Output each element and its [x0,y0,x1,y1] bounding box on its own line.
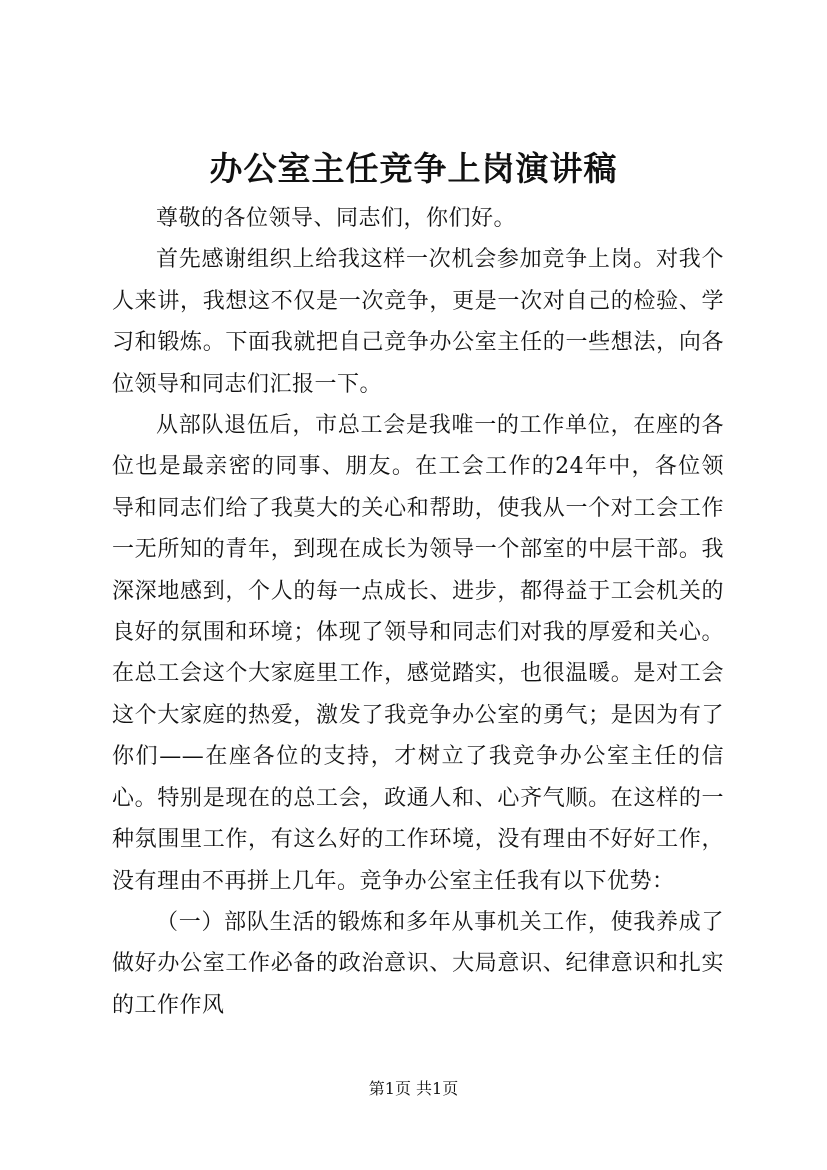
document-body [112,198,724,1026]
page-footer: 第1页 共1页 [368,1079,459,1098]
paragraph-greeting: 尊敬的各位领导、同志们，你们好。 [156,206,517,231]
paragraph-intro: 首先感谢组织上给我这样一次机会参加竞争上岗。对我个人来讲，我想这不仅是一次竞争，更是一次对自己的检验、学习和锻炼。下面我就把自己竞争办公室主任的一些想法，向各位领导和同志们汇报一下。 [112,247,724,397]
paragraph-background: 从部队退伍后，市总工会是我唯一的工作单位，在座的各位也是最亲密的同事、朋友。在工会工作的24年中，各位领导和同志们给了我莫大的关心和帮助，使我从一个对工会工作一无所知的青年，到现在成长为领导一个部室的中层干部。我深深地感到，个人的每一点成长、进步，都得益于工会机关的良好的氛围和环境；体现了领导和同志们对我的厚爱和关心。在总工会这个大家庭里工作，感觉踏实，也很温暖。是对工会这个大家庭的热爱，激发了我竞争办公室的勇气；是因为有了你们——在座各位的支持，才树立了我竞争办公室主任的信心。特别是现在的总工会，政通人和、心齐气顺。在这样的一种氛围里工作，有这么好的工作环境，没有理由不好好工作，没有理由不再拼上几年。竞争办公室主任我有以下优势： [112,413,724,894]
document-title: 办公室主任竞争上岗演讲稿 [209,149,618,188]
paragraph-advantage-one: （一）部队生活的锻炼和多年从事机关工作，使我养成了做好办公室工作必备的政治意识、大局意识、纪律意识和扎实的工作作风 [112,909,724,1018]
